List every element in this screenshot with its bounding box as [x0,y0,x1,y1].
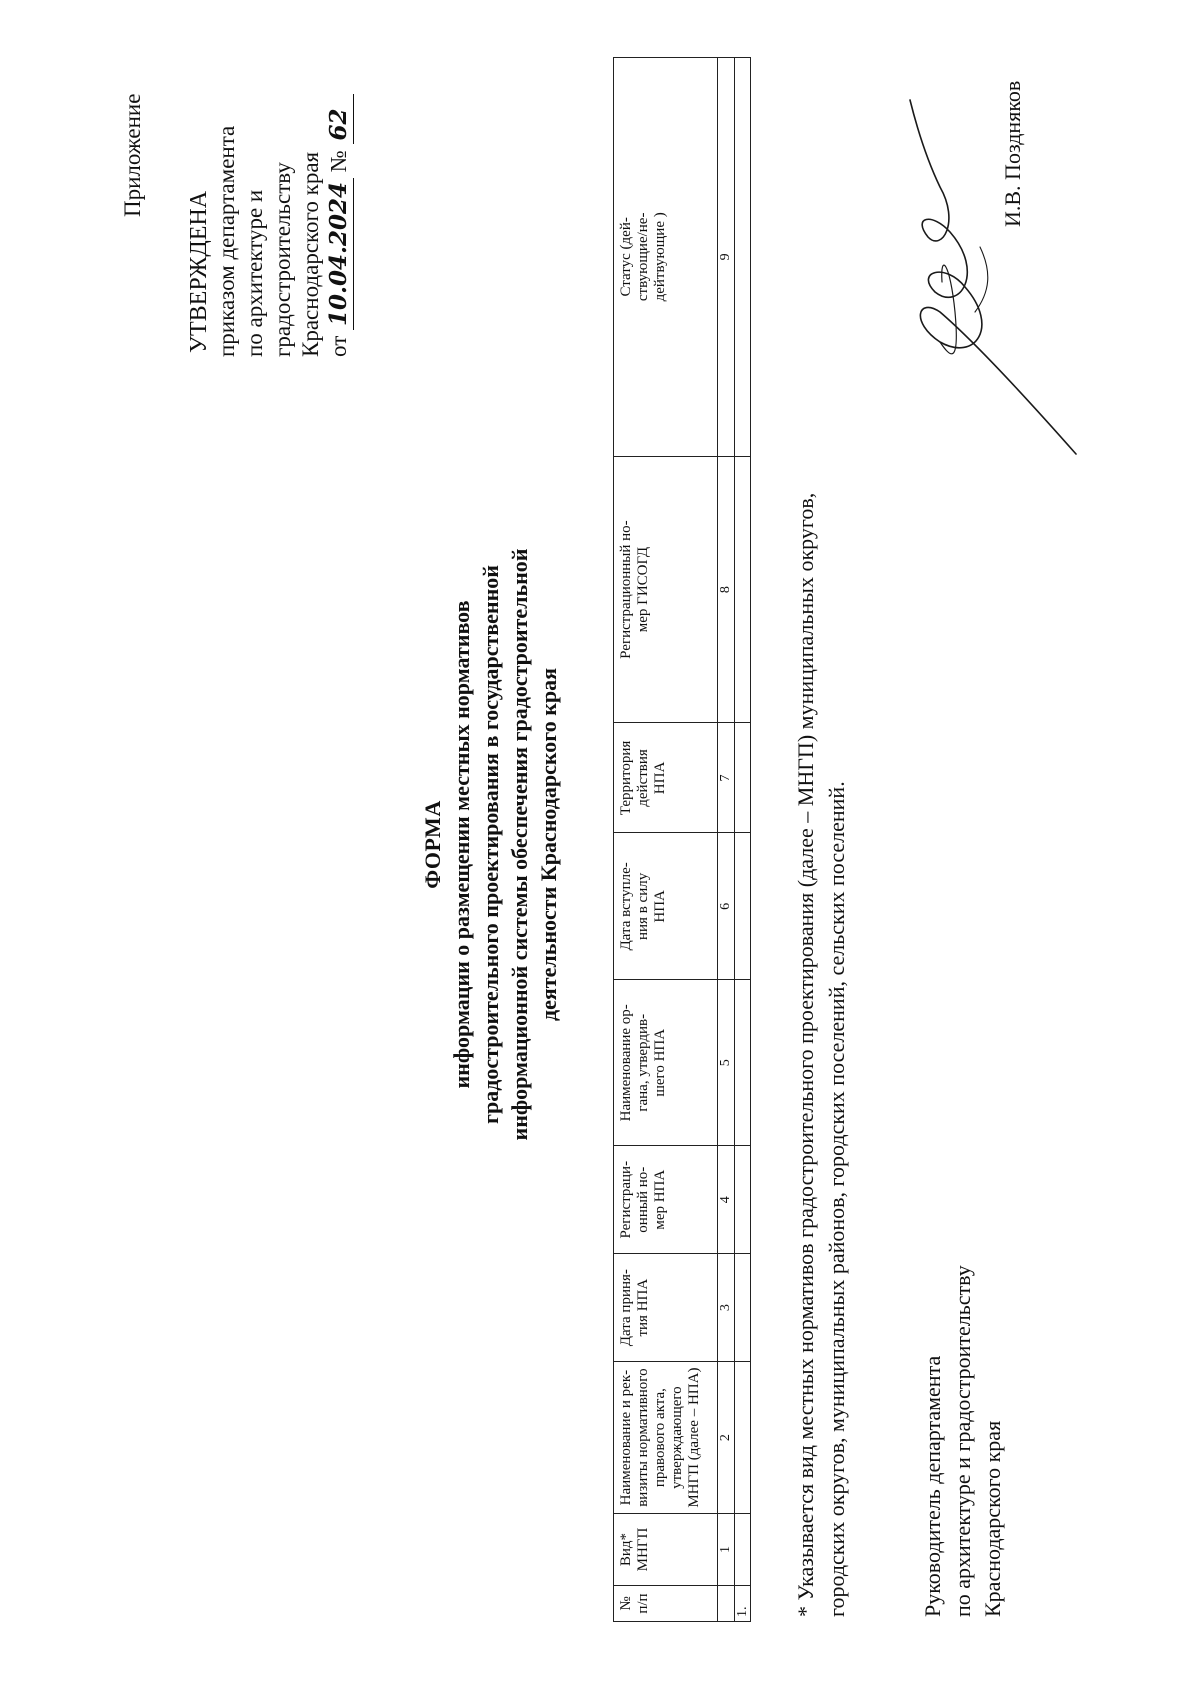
column-number: 5 [718,980,735,1146]
header-cell-approving-body: Наименование ор- гана, утвердив- шего НПА [614,980,718,1146]
footnote-line: * Указывается вид местных нормативов градостроительного проектирования (далее – МНГП) муниципальных округов, [793,492,818,1617]
signer-name: И.В. Поздняков [1000,80,1025,227]
form-title [418,72,563,1617]
approval-block [185,95,354,358]
title-line: градостроительного проектирования в государственной [478,565,503,1124]
table-cell: 1. [735,1586,751,1622]
column-number: 7 [718,723,735,833]
header-cell-territory: Территория действия НПА [614,723,718,833]
column-number: 9 [718,58,735,457]
approval-date-line [325,95,354,358]
signer-position-line: по архитектуре и градостроительству [950,1265,975,1617]
signer-position [918,1265,1008,1617]
header-cell-npa-name: Наименование и рек- визиты нормативного правового акта, утверждающего МНГП (далее – НПА) [614,1362,718,1514]
table-cell [735,723,751,833]
header-cell-npa-reg-number: Регистраци- онный но- мер НПА [614,1146,718,1254]
title-line: информации о размещении местных нормативов [449,600,474,1089]
column-number: 2 [718,1362,735,1514]
header-cell-number: № п/п [614,1586,718,1622]
appendix-label: Приложение [120,93,145,217]
header-cell-mngp-type: Вид* МНГП [614,1514,718,1586]
table-cell [735,456,751,723]
table-cell [735,58,751,457]
column-number: 3 [718,1254,735,1362]
approved-by-line: Краснодарского края [298,151,323,357]
signer-position-line: Краснодарского края [980,1420,1005,1617]
column-number [718,1586,735,1622]
table-cell [735,1362,751,1514]
handwritten-number: 62 [325,95,354,145]
header-cell-status: Статус (дей- ствующие/не- дейтвующие ) [614,58,718,457]
table-cell [735,1254,751,1362]
table-cell [735,833,751,980]
table-cell [735,1514,751,1586]
footnote [790,57,852,1617]
footnote-line: городских округов, муниципальных районов, городских поселений, сельских поселений. [824,781,849,1617]
number-sign: № [326,150,351,173]
table-cell [735,980,751,1146]
table-row [735,58,751,1622]
approved-by-line: приказом департамента [214,125,239,357]
column-number-row [718,58,735,1622]
approved-by-line: градостроительству [270,162,295,357]
header-cell-gisogd-number: Регистрационный но- мер ГИСОГД [614,456,718,723]
approved-label: УТВЕРЖДЕНА [186,190,212,353]
date-prefix: от [326,335,351,357]
table-cell [735,1146,751,1254]
column-number: 1 [718,1514,735,1586]
column-number: 4 [718,1146,735,1254]
table-header-row [614,58,718,1622]
approved-by-line: по архитектуре и [242,189,267,357]
form-heading: ФОРМА [420,800,445,889]
header-cell-adoption-date: Дата приня- тия НПА [614,1254,718,1362]
handwritten-signature [880,92,1090,462]
title-line: информационной системы обеспечения градостроительной [507,548,532,1141]
title-line: деятельности Краснодарского края [536,667,561,1022]
signer-position-line: Руководитель департамента [920,1355,945,1617]
column-number: 8 [718,456,735,723]
form-table [613,57,751,1622]
column-number: 6 [718,833,735,980]
header-cell-effective-date: Дата вступле- ния в силу НПА [614,833,718,980]
handwritten-date: 10.04.2024 [325,178,354,330]
